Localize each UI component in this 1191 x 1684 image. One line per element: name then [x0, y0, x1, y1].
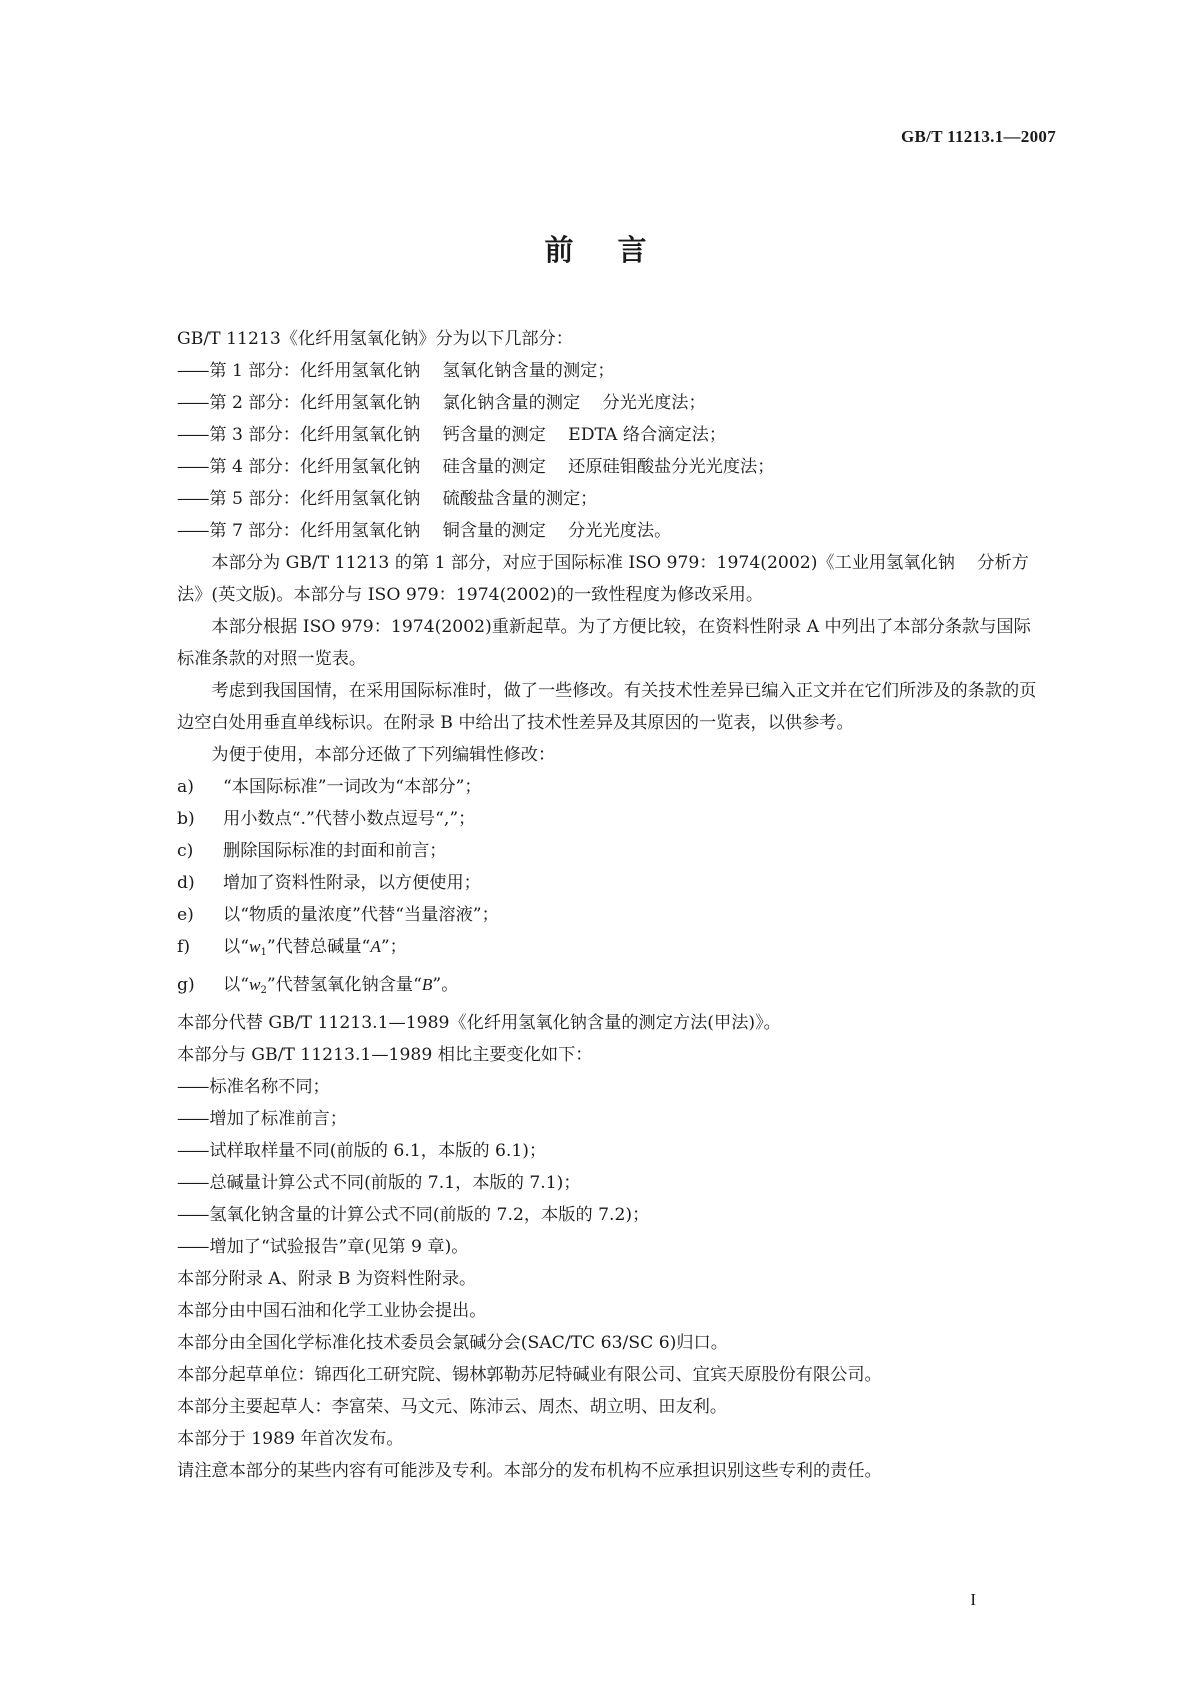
edits-list — [177, 771, 1043, 1007]
closing-paragraph: 本部分起草单位：锦西化工研究院、锡林郭勒苏尼特碱业有限公司、宜宾天原股份有限公司。 — [177, 1365, 882, 1385]
change-item: —— 试样取样量不同(前版的 6.1，本版的 6.1)； — [177, 1135, 1043, 1167]
change-item: —— 增加了标准前言； — [177, 1103, 1043, 1135]
closing-paragraph: 本部分于 1989 年首次发布。 — [177, 1429, 404, 1449]
part-item: —— 第 2 部分：化纤用氢氧化钠 氯化钠含量的测定 分光光度法； — [177, 387, 1043, 419]
closing-paragraph: 本部分主要起草人：李富荣、马文元、陈沛云、周杰、胡立明、田友利。 — [177, 1397, 728, 1417]
page-title: 前言 — [544, 233, 691, 267]
part-item: —— 第 1 部分：化纤用氢氧化钠 氢氧化钠含量的测定； — [177, 355, 1043, 387]
foreword-body — [177, 323, 1043, 1487]
part-item: —— 第 3 部分：化纤用氢氧化钠 钙含量的测定 EDTA 络合滴定法； — [177, 419, 1043, 451]
changes-list — [177, 1071, 1043, 1263]
change-item: —— 氢氧化钠含量的计算公式不同(前版的 7.2，本版的 7.2)； — [177, 1199, 1043, 1231]
part-item: —— 第 7 部分：化纤用氢氧化钠 铜含量的测定 分光光度法。 — [177, 515, 1043, 547]
part-item: —— 第 4 部分：化纤用氢氧化钠 硅含量的测定 还原硅钼酸盐分光光度法； — [177, 451, 1043, 483]
parts-list — [177, 355, 1043, 547]
closing-paragraph: 本部分由全国化学标准化技术委员会氯碱分会(SAC/TC 63/SC 6)归口。 — [177, 1333, 728, 1353]
change-item: —— 增加了“试验报告”章(见第 9 章)。 — [177, 1231, 1043, 1263]
list-item: a) “本国际标准”一词改为“本部分”； — [177, 777, 482, 797]
changes-paragraph: 本部分与 GB/T 11213.1—1989 相比主要变化如下： — [177, 1045, 593, 1065]
list-item: c) 删除国际标准的封面和前言； — [177, 841, 447, 861]
redraft-paragraph: 本部分根据 ISO 979：1974(2002)重新起草。为了方便比较，在资料性附录 A 中列出了本部分条款与国际标准条款的对照一览表。 — [177, 617, 1031, 669]
list-item: e) 以“物质的量浓度”代替“当量溶液”； — [177, 905, 499, 925]
part-item: —— 第 5 部分：化纤用氢氧化钠 硫酸盐含量的测定； — [177, 483, 1043, 515]
change-item: —— 标准名称不同； — [177, 1071, 1043, 1103]
editorial-paragraph: 为便于使用，本部分还做了下列编辑性修改： — [211, 745, 556, 765]
intro-paragraph: GB/T 11213《化纤用氢氧化钠》分为以下几部分： — [177, 329, 573, 349]
list-item: b) 用小数点“.”代替小数点逗号“,”； — [177, 809, 476, 829]
iso-paragraph: 本部分为 GB/T 11213 的第 1 部分，对应于国际标准 ISO 979：1974(2002)《工业用氢氧化钠 分析方法》(英文版)。本部分与 ISO 979：1974(2002)的一致性程度为修改采用。 — [177, 553, 1029, 605]
replaces-paragraph: 本部分代替 GB/T 11213.1—1989《化纤用氢氧化钠含量的测定方法(甲法)》。 — [177, 1013, 781, 1033]
list-item: d) 增加了资料性附录，以方便使用； — [177, 873, 481, 893]
page-number: I — [970, 1590, 976, 1609]
closing-paragraph: 本部分附录 A、附录 B 为资料性附录。 — [177, 1269, 477, 1289]
closing-paragraph: 本部分由中国石油和化学工业协会提出。 — [177, 1301, 487, 1321]
standard-number: GB/T 11213.1—2007 — [901, 127, 1056, 146]
national-paragraph: 考虑到我国国情，在采用国际标准时，做了一些修改。有关技术性差异已编入正文并在它们所涉及的条款的页边空白处用垂直单线标识。在附录 B 中给出了技术性差异及其原因的一览表，以供参考。 — [177, 681, 1037, 733]
list-item: f) 以“$w_1$”代替总碱量“A”； — [177, 937, 407, 958]
closing-paragraph: 请注意本部分的某些内容有可能涉及专利。本部分的发布机构不应承担识别这些专利的责任。 — [177, 1461, 882, 1481]
list-item: g) 以“$w_2$”代替氢氧化钠含量“B”。 — [177, 975, 459, 996]
change-item: —— 总碱量计算公式不同(前版的 7.1，本版的 7.1)； — [177, 1167, 1043, 1199]
